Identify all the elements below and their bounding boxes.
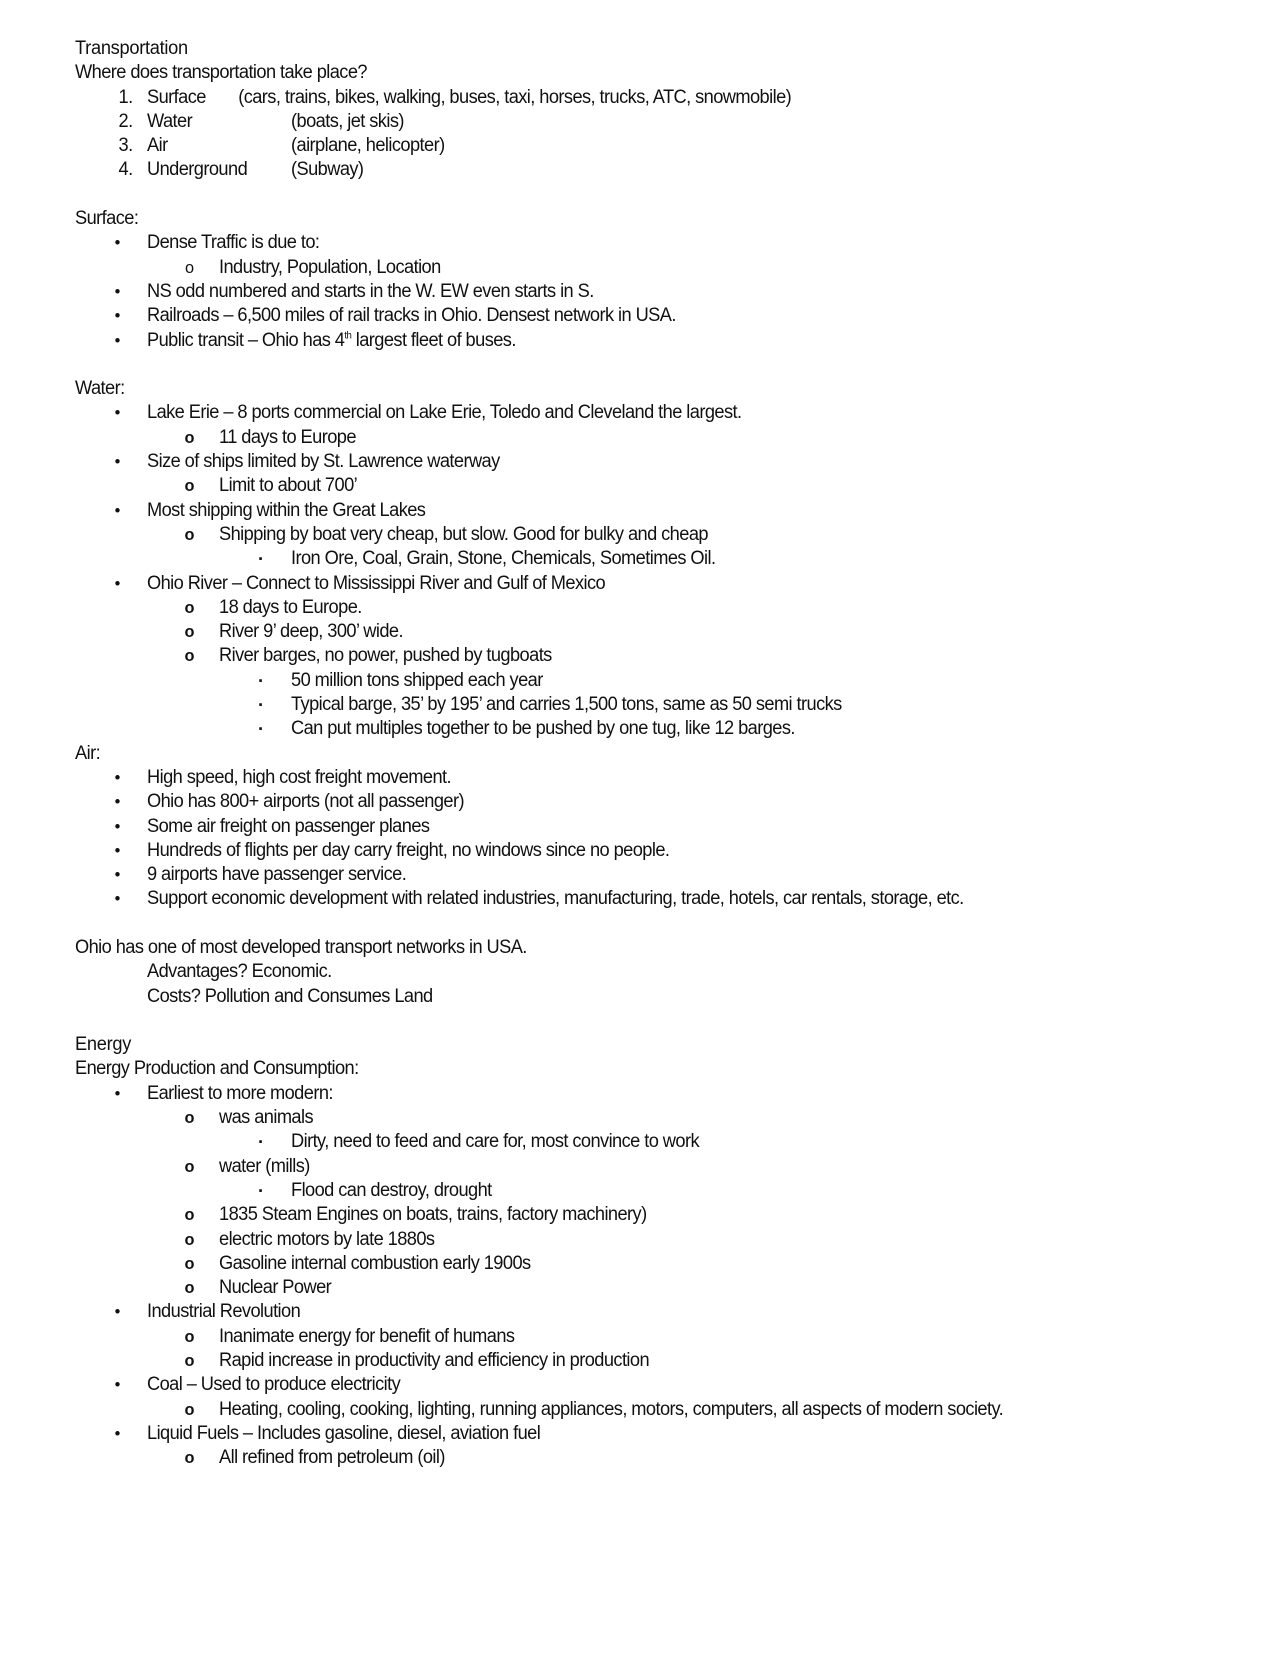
- sub-sub-bullet-text: Can put multiples together to be pushed by one tug, like 12 barges.: [291, 718, 795, 740]
- sub-bullet-item: [75, 1252, 1179, 1276]
- list-detail: (airplane, helicopter): [291, 135, 445, 157]
- sub-sub-bullet-text: Iron Ore, Coal, Grain, Stone, Chemicals, Sometimes Oil.: [291, 548, 716, 570]
- numbered-item-underground: [75, 158, 1179, 182]
- list-number: 3.: [118, 135, 133, 157]
- circle-marker: o: [184, 1229, 194, 1249]
- list-detail: (Subway): [291, 159, 364, 181]
- bullet-item: [75, 1300, 1179, 1324]
- circle-marker: o: [184, 427, 194, 447]
- sub-sub-bullet-item: [75, 1130, 1179, 1154]
- bullet-text: Support economic development with related industries, manufacturing, trade, hotels, car rentals, storage, etc.: [147, 888, 964, 910]
- sub-sub-bullet-text: Flood can destroy, drought: [291, 1179, 492, 1201]
- bullet-text-part: Public transit – Ohio has 4: [147, 329, 345, 351]
- sub-bullet-item: [75, 1276, 1179, 1300]
- list-detail: (boats, jet skis): [291, 110, 404, 132]
- summary-costs: [75, 985, 1179, 1009]
- bullet-marker: •: [114, 306, 120, 326]
- document-page: [75, 37, 1179, 1471]
- sub-bullet-text: Limit to about 700’: [219, 475, 358, 497]
- bullet-text: Coal – Used to produce electricity: [147, 1374, 401, 1396]
- bullet-marker: •: [114, 865, 120, 885]
- list-label: Underground: [147, 159, 248, 181]
- sub-sub-bullet-item: [75, 547, 1179, 571]
- list-number: 2.: [118, 110, 133, 132]
- list-label: Water: [147, 110, 193, 132]
- bullet-marker: •: [114, 840, 120, 860]
- list-label: Air: [147, 135, 168, 157]
- circle-marker: o: [184, 1253, 194, 1273]
- list-number: 1.: [118, 86, 133, 108]
- circle-marker: o: [184, 1278, 194, 1298]
- summary-advantages: [75, 960, 1179, 984]
- bullet-item: [75, 1422, 1179, 1446]
- sub-bullet-text: All refined from petroleum (oil): [219, 1447, 445, 1469]
- sub-bullet-text: water (mills): [219, 1155, 310, 1177]
- sub-bullet-text: Nuclear Power: [219, 1277, 332, 1299]
- circle-marker: o: [184, 1108, 194, 1128]
- sub-bullet-text: Rapid increase in productivity and efficiency in production: [219, 1350, 650, 1372]
- sub-bullet-item: [75, 1349, 1179, 1373]
- list-number: 4.: [118, 159, 133, 181]
- list-label: Surface: [147, 86, 206, 108]
- bullet-item: [75, 231, 1179, 255]
- summary-line: Ohio has one of most developed transport networks in USA.: [75, 936, 527, 958]
- circle-marker: o: [184, 1326, 194, 1346]
- square-marker: ▪: [258, 1184, 262, 1197]
- sub-bullet-item: [75, 1446, 1179, 1470]
- circle-marker: o: [184, 1156, 194, 1176]
- sub-bullet-item: [75, 426, 1179, 450]
- bullet-text: Ohio River – Connect to Mississippi River and Gulf of Mexico: [147, 572, 606, 594]
- bullet-marker: •: [114, 767, 120, 787]
- sub-bullet-item: [75, 1325, 1179, 1349]
- bullet-item: [75, 572, 1179, 596]
- bullet-item: [75, 450, 1179, 474]
- sub-bullet-item: [75, 1398, 1179, 1422]
- bullet-text: Industrial Revolution: [147, 1301, 301, 1323]
- square-marker: ▪: [258, 553, 262, 566]
- transportation-question: Where does transportation take place?: [75, 62, 368, 84]
- bullet-marker: •: [114, 1302, 120, 1322]
- sub-bullet-text: Heating, cooling, cooking, lighting, running appliances, motors, computers, all aspects of modern society.: [219, 1398, 1004, 1420]
- bullet-item: [75, 887, 1179, 911]
- bullet-text: Railroads – 6,500 miles of rail tracks in Ohio. Densest network in USA.: [147, 305, 676, 327]
- bullet-marker: •: [114, 1083, 120, 1103]
- energy-subtitle: Energy Production and Consumption:: [75, 1058, 359, 1080]
- bullet-text: High speed, high cost freight movement.: [147, 766, 452, 788]
- sub-bullet-item: [75, 474, 1179, 498]
- bullet-text: Some air freight on passenger planes: [147, 815, 430, 837]
- numbered-item-water: [75, 110, 1179, 134]
- bullet-text: Hundreds of flights per day carry freight, no windows since no people.: [147, 839, 670, 861]
- bullet-item: [75, 815, 1179, 839]
- section-title-energy: Energy: [75, 1034, 132, 1056]
- bullet-text: Dense Traffic is due to:: [147, 232, 320, 254]
- circle-marker: o: [184, 476, 194, 496]
- circle-marker: o: [184, 1448, 194, 1468]
- bullet-marker: •: [114, 816, 120, 836]
- sub-sub-bullet-item: [75, 669, 1179, 693]
- bullet-text: Lake Erie – 8 ports commercial on Lake Erie, Toledo and Cleveland the largest.: [147, 402, 742, 424]
- section-heading-surface: Surface:: [75, 208, 139, 230]
- bullet-marker: •: [114, 889, 120, 909]
- section-title-transportation: Transportation: [75, 38, 188, 59]
- bullet-text: Ohio has 800+ airports (not all passenger): [147, 791, 464, 813]
- sub-bullet-text: River 9’ deep, 300’ wide.: [219, 621, 403, 643]
- bullet-marker: •: [114, 500, 120, 520]
- sub-bullet-item: [75, 596, 1179, 620]
- sub-bullet-text: Shipping by boat very cheap, but slow. Good for bulky and cheap: [219, 523, 708, 545]
- bullet-item: [75, 499, 1179, 523]
- sub-bullet-item: [75, 523, 1179, 547]
- section-heading-water: Water:: [75, 378, 125, 400]
- sub-bullet-text: Inanimate energy for benefit of humans: [219, 1325, 515, 1347]
- bullet-item: [75, 329, 1179, 353]
- sub-bullet-item: [75, 620, 1179, 644]
- bullet-marker: •: [114, 403, 120, 423]
- bullet-text: 9 airports have passenger service.: [147, 864, 407, 886]
- sub-sub-bullet-text: Dirty, need to feed and care for, most convince to work: [291, 1131, 699, 1153]
- bullet-text: Most shipping within the Great Lakes: [147, 499, 426, 521]
- bullet-item: [75, 401, 1179, 425]
- circle-marker: o: [184, 257, 194, 277]
- sub-bullet-text: was animals: [219, 1107, 314, 1129]
- bullet-item: [75, 1373, 1179, 1397]
- bullet-marker: •: [114, 452, 120, 472]
- sub-sub-bullet-text: Typical barge, 35’ by 195’ and carries 1,500 tons, same as 50 semi trucks: [291, 694, 842, 716]
- circle-marker: o: [184, 1205, 194, 1225]
- bullet-marker: •: [114, 233, 120, 253]
- circle-marker: o: [184, 1351, 194, 1371]
- bullet-text: Earliest to more modern:: [147, 1082, 333, 1104]
- square-marker: ▪: [258, 723, 262, 736]
- sub-bullet-item: [75, 1106, 1179, 1130]
- sub-sub-bullet-text: 50 million tons shipped each year: [291, 669, 543, 691]
- circle-marker: o: [184, 622, 194, 642]
- sub-bullet-text: River barges, no power, pushed by tugboats: [219, 645, 552, 667]
- sub-bullet-item: [75, 256, 1179, 280]
- bullet-item: [75, 1082, 1179, 1106]
- circle-marker: o: [184, 646, 194, 666]
- sub-bullet-text: Gasoline internal combustion early 1900s: [219, 1252, 531, 1274]
- bullet-marker: •: [114, 1375, 120, 1395]
- circle-marker: o: [184, 597, 194, 617]
- bullet-marker: •: [114, 573, 120, 593]
- square-marker: ▪: [258, 674, 262, 687]
- bullet-marker: •: [114, 792, 120, 812]
- bullet-marker: •: [114, 1423, 120, 1443]
- bullet-item: [75, 766, 1179, 790]
- section-heading-air: Air:: [75, 742, 101, 764]
- bullet-text: Liquid Fuels – Includes gasoline, diesel, aviation fuel: [147, 1422, 541, 1444]
- bullet-text: Size of ships limited by St. Lawrence waterway: [147, 451, 500, 473]
- numbered-item-surface: [75, 86, 1179, 110]
- sub-bullet-text: 11 days to Europe: [219, 426, 356, 448]
- sub-bullet-text: 18 days to Europe.: [219, 596, 362, 618]
- numbered-item-air: [75, 134, 1179, 158]
- sub-bullet-item: [75, 1155, 1179, 1179]
- bullet-text-part: largest fleet of buses.: [351, 329, 516, 351]
- sub-bullet-text: 1835 Steam Engines on boats, trains, factory machinery): [219, 1204, 647, 1226]
- bullet-item: [75, 304, 1179, 328]
- bullet-item: [75, 839, 1179, 863]
- summary-indented-text: Costs? Pollution and Consumes Land: [147, 985, 433, 1007]
- bullet-item: [75, 790, 1179, 814]
- bullet-text: NS odd numbered and starts in the W. EW even starts in S.: [147, 280, 594, 302]
- sub-bullet-text: electric motors by late 1880s: [219, 1228, 435, 1250]
- bullet-marker: •: [114, 330, 120, 350]
- sub-sub-bullet-item: [75, 717, 1179, 741]
- bullet-marker: •: [114, 281, 120, 301]
- bullet-item: [75, 863, 1179, 887]
- sub-bullet-item: [75, 1228, 1179, 1252]
- circle-marker: o: [184, 1399, 194, 1419]
- superscript: th: [344, 330, 352, 342]
- circle-marker: o: [184, 524, 194, 544]
- bullet-text: [147, 329, 516, 353]
- list-detail: (cars, trains, bikes, walking, buses, taxi, horses, trucks, ATC, snowmobile): [238, 86, 792, 108]
- square-marker: ▪: [258, 699, 262, 712]
- sub-sub-bullet-item: [75, 1179, 1179, 1203]
- sub-sub-bullet-item: [75, 693, 1179, 717]
- bullet-item: [75, 280, 1179, 304]
- summary-indented-text: Advantages? Economic.: [147, 961, 332, 983]
- sub-bullet-item: [75, 1203, 1179, 1227]
- sub-bullet-text: Industry, Population, Location: [219, 256, 441, 278]
- square-marker: ▪: [258, 1136, 262, 1149]
- sub-bullet-item: [75, 644, 1179, 668]
